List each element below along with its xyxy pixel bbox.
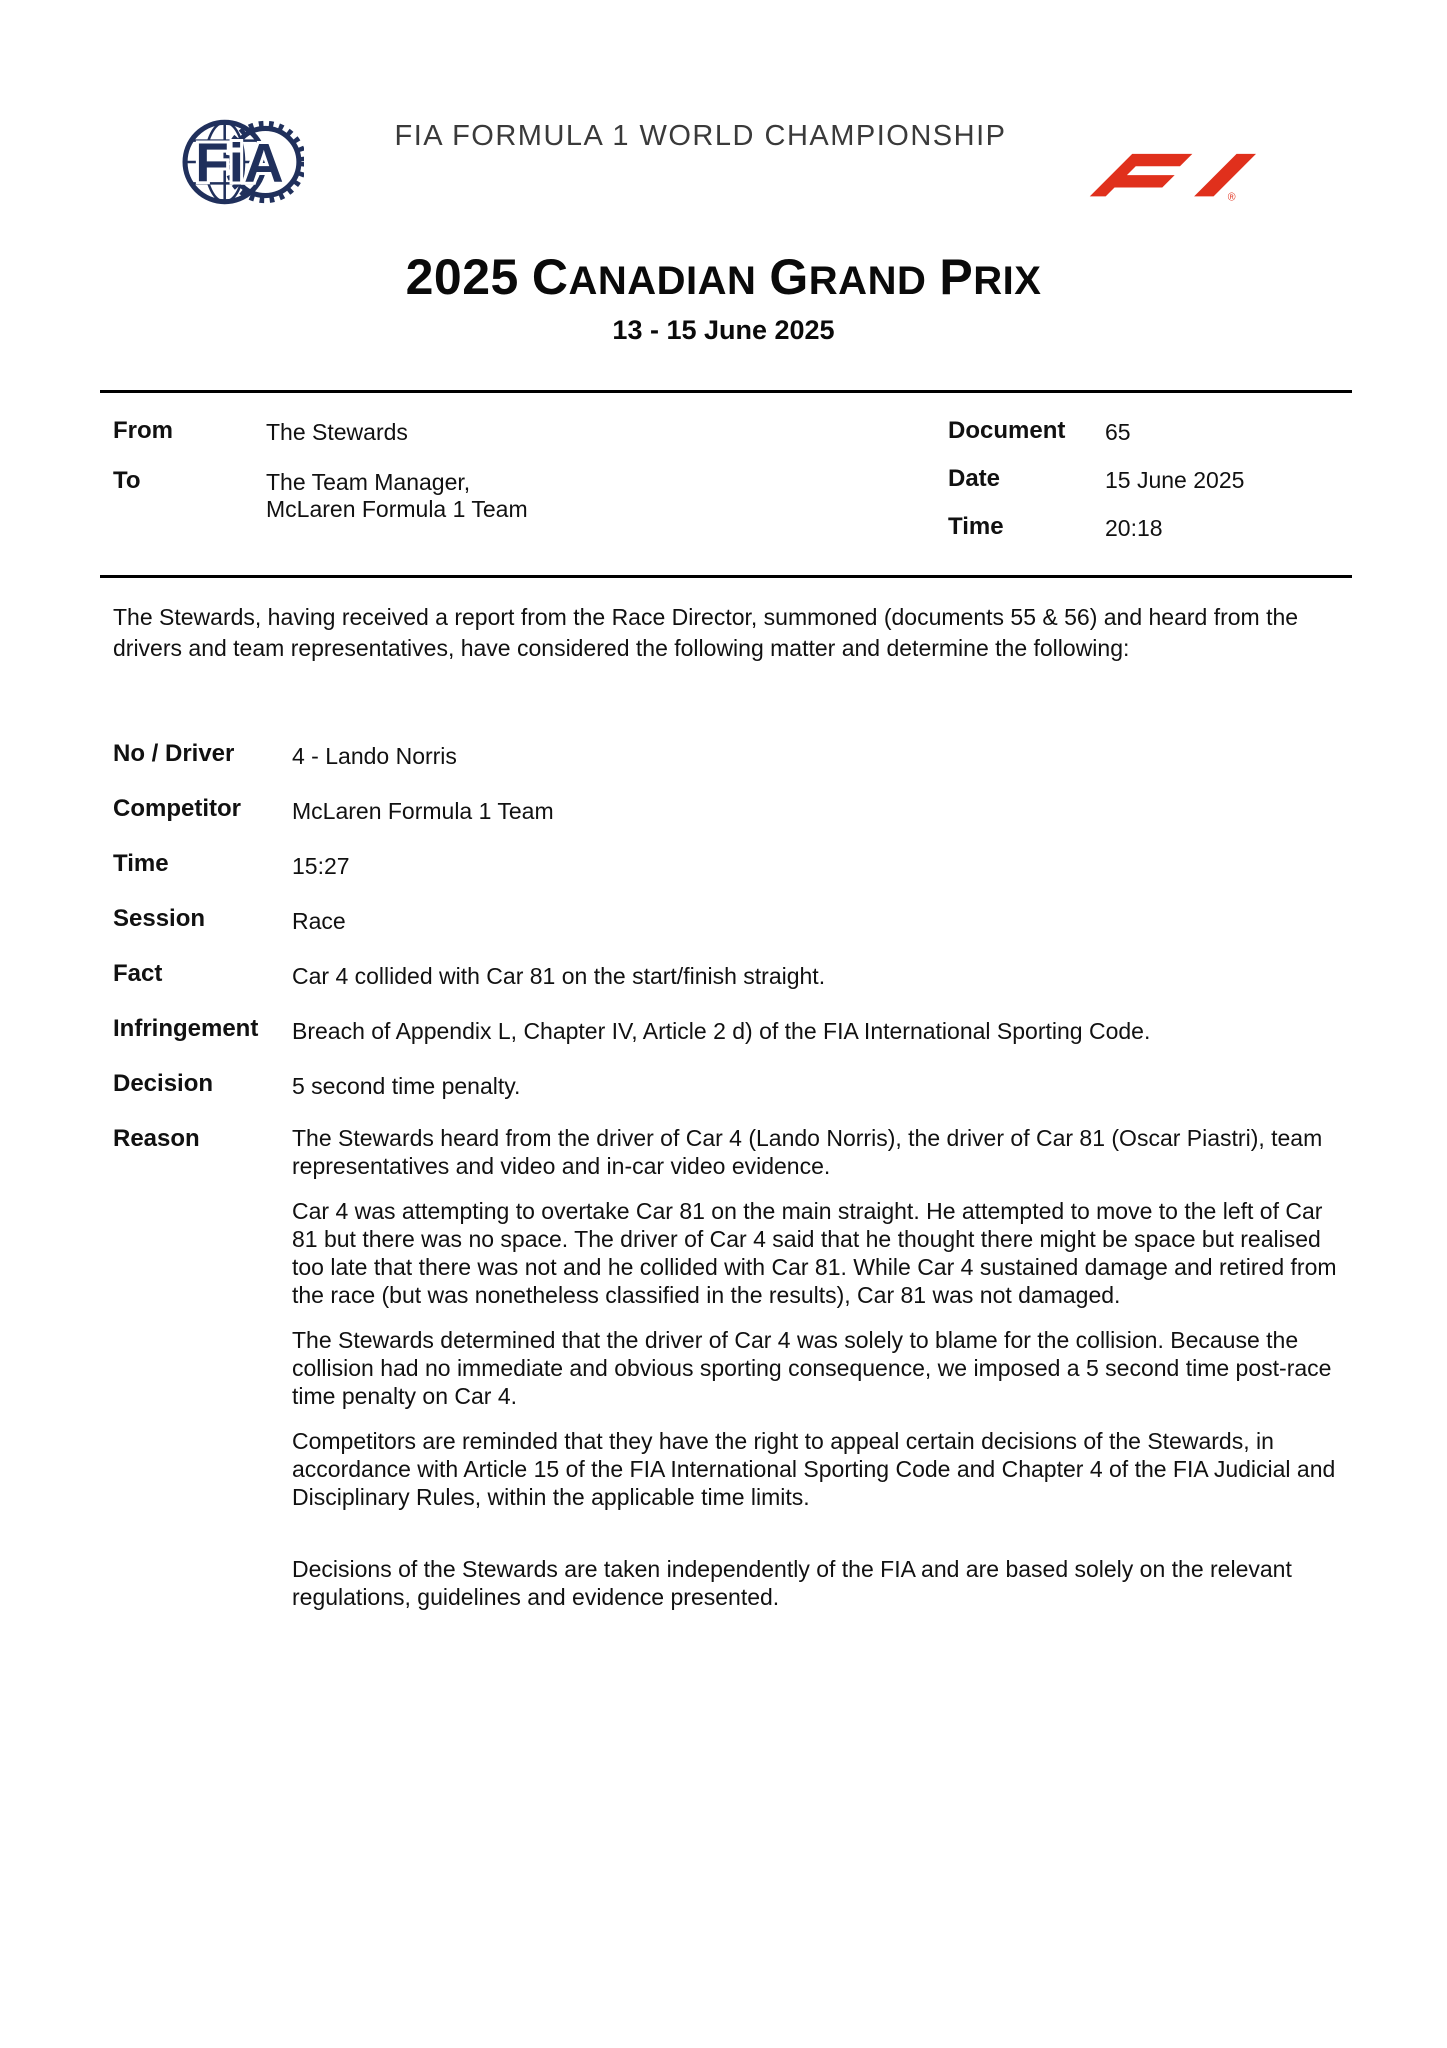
to-value-line: McLaren Formula 1 Team xyxy=(266,496,528,522)
field-label-competitor: Competitor xyxy=(113,795,241,822)
fia-logo-text: FiA xyxy=(195,131,284,194)
reason-paragraph: The Stewards heard from the driver of Car 4 (Lando Norris), the driver of Car 81 (Oscar Piastri), team representatives and video and in-car video evidence. xyxy=(292,1125,1323,1179)
registered-trademark-symbol: ® xyxy=(1227,191,1236,202)
event-title-word: PRIX xyxy=(939,249,1042,305)
to-value-line: The Team Manager, xyxy=(266,469,471,495)
field-value-session: Race xyxy=(292,908,346,934)
event-title xyxy=(0,248,1447,306)
document-number: 65 xyxy=(1105,419,1131,445)
field-value-competitor: McLaren Formula 1 Team xyxy=(292,798,554,824)
field-label-no-driver: No / Driver xyxy=(113,740,235,767)
divider-line-bottom xyxy=(100,575,1352,578)
reason-paragraph: Competitors are reminded that they have the right to appeal certain decisions of the Stewards, in accordance with Article 15 of the FIA International Sporting Code and Chapter 4 of the FIA Judicial and Disciplinary Rules, within the applicable time limits. xyxy=(292,1428,1336,1510)
field-value-no-driver: 4 - Lando Norris xyxy=(292,743,457,769)
field-label-time: Time xyxy=(113,850,169,877)
field-label-decision: Decision xyxy=(113,1070,214,1097)
reason-paragraph: Decisions of the Stewards are taken independently of the FIA and are based solely on the relevant regulations, guidelines and evidence presented. xyxy=(292,1556,1292,1610)
field-label-session: Session xyxy=(113,905,206,932)
date-label: Date xyxy=(948,465,1001,492)
reason-paragraphs xyxy=(292,1124,1354,1628)
divider-line-top xyxy=(100,390,1352,393)
field-value-time: 15:27 xyxy=(292,853,350,879)
document-label: Document xyxy=(948,417,1066,444)
reason-paragraph: Car 4 was attempting to overtake Car 81 on the main straight. He attempted to move to the left of Car 81 but there was no space. The driver of Car 4 said that he thought there might be space but realised too late that there was not and he collided with Car 81. While Car 4 sustained damage and retired from the race (but was nonetheless classified in the results), Car 81 was not damaged. xyxy=(292,1198,1337,1308)
time-label: Time xyxy=(948,513,1004,540)
time-value: 20:18 xyxy=(1105,515,1163,541)
event-title-word: CANADIAN xyxy=(531,249,757,305)
field-value-decision: 5 second time penalty. xyxy=(292,1073,521,1099)
from-value: The Stewards xyxy=(266,419,408,445)
field-label-fact: Fact xyxy=(113,960,163,987)
to-value xyxy=(266,469,528,523)
to-label: To xyxy=(113,467,141,494)
event-title-word: GRAND xyxy=(769,249,927,305)
event-date-range: 13 - 15 June 2025 xyxy=(612,315,835,345)
field-label-reason: Reason xyxy=(113,1125,200,1152)
field-value-fact: Car 4 collided with Car 81 on the start/finish straight. xyxy=(292,963,826,989)
reason-paragraph: The Stewards determined that the driver of Car 4 was solely to blame for the collision. Because the collision had no immediate and obvious sporting consequence, we imposed a 5 second time post-race time penalty on Car 4. xyxy=(292,1327,1332,1409)
championship-title: FIA FORMULA 1 WORLD CHAMPIONSHIP xyxy=(394,120,1007,152)
field-value-infringement: Breach of Appendix L, Chapter IV, Article 2 d) of the FIA International Sporting Code. xyxy=(292,1018,1151,1044)
from-label: From xyxy=(113,417,173,444)
event-year: 2025 xyxy=(405,249,519,305)
field-label-infringement: Infringement xyxy=(113,1015,259,1042)
f1-logo-icon xyxy=(1088,150,1256,202)
intro-paragraph: The Stewards, having received a report from the Race Director, summoned (documents 55 & 56) and heard from the drivers and team representatives, have considered the following matter and determine the following: xyxy=(113,604,1299,661)
date-value: 15 June 2025 xyxy=(1105,467,1245,493)
